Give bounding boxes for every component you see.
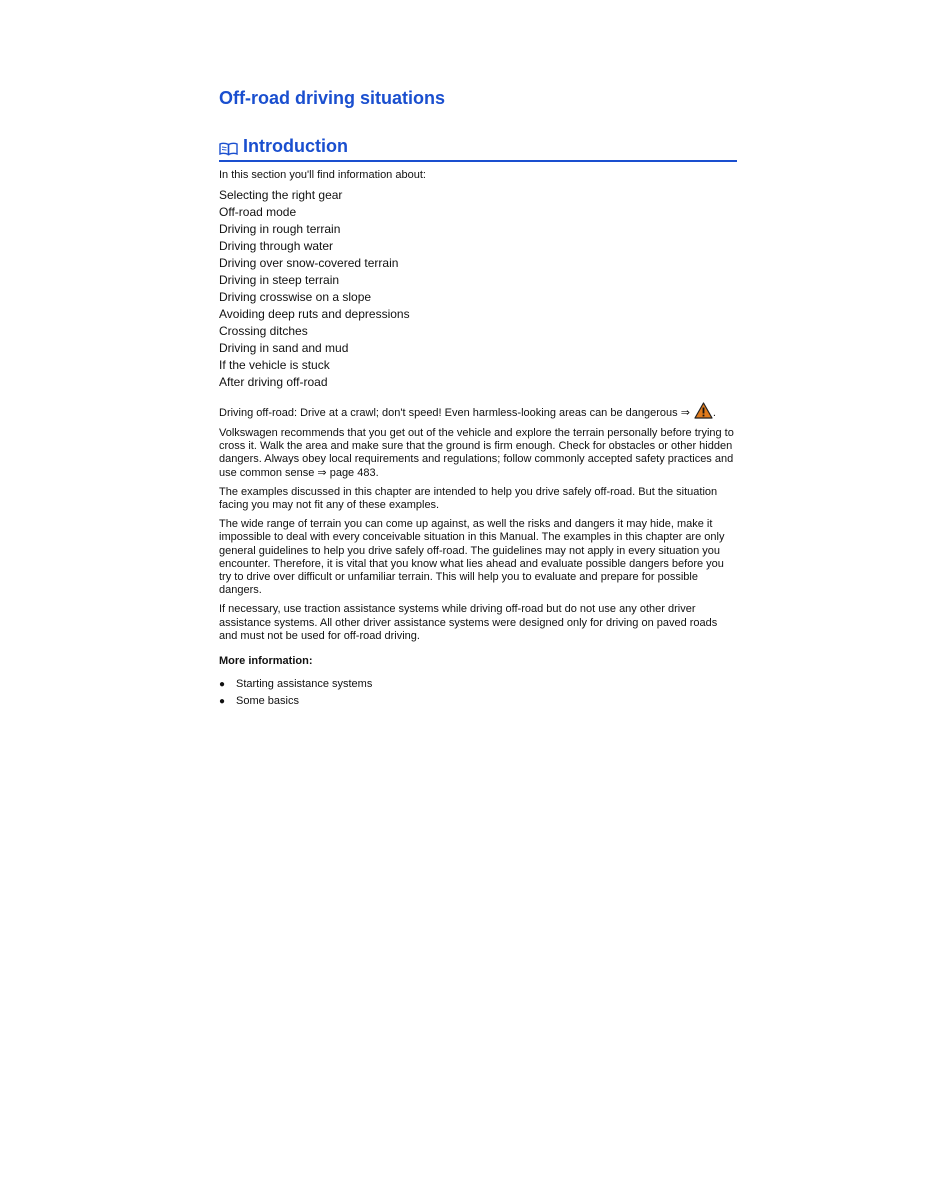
topic-item: If the vehicle is stuck [219, 358, 330, 372]
topic-list [219, 187, 410, 391]
bullet-icon: ● [219, 696, 226, 707]
chapter-title: Off-road driving situations [219, 88, 446, 108]
section-title-row [219, 136, 348, 157]
warning-line [219, 402, 716, 419]
topic-item: Crossing ditches [219, 324, 308, 338]
topic-item: Driving through water [219, 239, 334, 253]
more-info-list [219, 676, 372, 710]
warning-triangle-icon[interactable] [694, 402, 713, 419]
warning-text: Driving off-road: Drive at a crawl; don't speed! Even harmless-looking areas can be dangerous ⇒ [219, 407, 690, 419]
section-header [219, 136, 737, 162]
topic-item: Avoiding deep ruts and depressions [219, 307, 410, 321]
intro-line: In this section you'll find information about: [219, 169, 426, 181]
book-icon [219, 140, 238, 154]
topic-item: After driving off-road [219, 375, 328, 389]
warning-suffix: . [712, 407, 716, 419]
section-title: Introduction [243, 136, 348, 156]
topic-item: Selecting the right gear [219, 188, 343, 202]
body-paragraph: Volkswagen recommends that you get out of the vehicle and explore the terrain personally before trying to cross it. Walk the area and make sure that the ground is firm enough. Check for obstacles or other hidden dangers. Always obey local requirements and regulations; follow commonly accepted safety practices and use common sense ⇒ page 483. [219, 427, 734, 479]
bullet-icon: ● [219, 679, 226, 690]
topic-item: Driving over snow-covered terrain [219, 256, 399, 270]
body-text [219, 427, 737, 649]
body-paragraph: If necessary, use traction assistance systems while driving off-road but do not use any other driver assistance systems. All other driver assistance systems were designed only for driving on paved roads and must not be used for off-road driving. [219, 603, 718, 642]
more-info-link[interactable]: Starting assistance systems [236, 678, 373, 690]
topic-item: Driving in rough terrain [219, 222, 341, 236]
body-paragraph: The examples discussed in this chapter are intended to help you drive safely off-road. But the situation facing you may not fit any of these examples. [219, 485, 718, 512]
more-info-item[interactable] [219, 693, 372, 710]
topic-item: Driving crosswise on a slope [219, 290, 372, 304]
topic-item: Off-road mode [219, 205, 297, 219]
body-paragraph: The wide range of terrain you can come up against, as well the risks and dangers it may hide, make it impossible to deal with every conceivable situation in this Manual. The examples in this chapter are only general guidelines to help you drive safely off-road. The guidelines may not apply in every situation you encounter. Therefore, it is vital that you know what lies ahead and evaluate possible dangers before you try to drive over difficult or unfamiliar terrain. This will help you to evaluate and prepare for possible dangers. [219, 518, 725, 597]
more-info-item[interactable] [219, 676, 372, 693]
more-info-link[interactable]: Some basics [236, 695, 299, 707]
more-info-heading: More information: [219, 655, 313, 667]
topic-item: Driving in sand and mud [219, 341, 349, 355]
topic-item: Driving in steep terrain [219, 273, 340, 287]
